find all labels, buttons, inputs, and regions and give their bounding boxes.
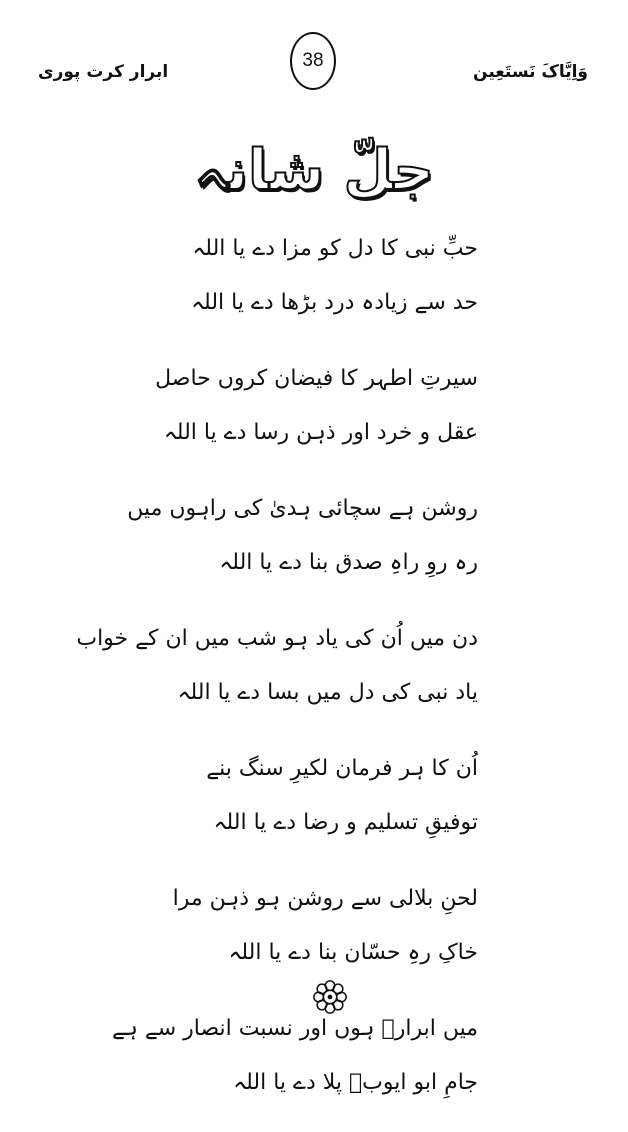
poem-line: خاکِ رہِ حسّان بنا دے یا اللہ	[228, 940, 478, 965]
flower-ornament-icon	[311, 978, 349, 1016]
page-number: 38	[302, 50, 324, 71]
poem-line: میں ابرارؔ ہوں اور نسبت انصار سے ہے	[112, 1016, 478, 1041]
stanza	[112, 1002, 478, 1110]
stanza	[127, 482, 478, 590]
page-title: جلّ شانہ	[194, 138, 434, 203]
poem-line: حبِّ نبی کا دل کو مزا دے یا اللہ	[192, 236, 478, 261]
page-number-circle	[290, 32, 336, 90]
poem-line: جامِ ابو ایوبؓ پلا دے یا اللہ	[233, 1070, 478, 1095]
header-author-name: ابرار کرت پوری	[38, 62, 169, 82]
poem-line: عقل و خرد اور ذہن رسا دے یا اللہ	[163, 420, 478, 445]
poem-line: یاد نبی کی دل میں بسا دے یا اللہ	[177, 680, 478, 705]
stanza	[138, 222, 478, 330]
stanza	[138, 352, 478, 460]
stanza	[138, 872, 478, 980]
page-header	[0, 32, 628, 102]
poem-line: روشن ہے سچائی ہدیٰ کی راہوں میں	[127, 496, 478, 521]
poem-line: حد سے زیادہ درد بڑھا دے یا اللہ	[191, 290, 478, 315]
poem-line: اُن کا ہر فرمان لکیرِ سنگ بنے	[206, 756, 478, 781]
poem	[76, 222, 478, 1132]
header-book-title: وَاِیَّاکَ نَستَعِین	[473, 62, 588, 82]
stanza	[76, 612, 478, 720]
stanza	[138, 742, 478, 850]
poem-line: رہ روِ راہِ صدق بنا دے یا اللہ	[219, 550, 478, 575]
poem-line: لحنِ بلالی سے روشن ہو ذہن مرا	[172, 886, 478, 911]
poem-line: توفیقِ تسلیم و رضا دے یا اللہ	[213, 810, 478, 835]
poem-line: دن میں اُن کی یاد ہو شب میں ان کے خواب	[76, 626, 478, 651]
poem-line: سیرتِ اطہر کا فیضان کروں حاصل	[155, 366, 478, 391]
